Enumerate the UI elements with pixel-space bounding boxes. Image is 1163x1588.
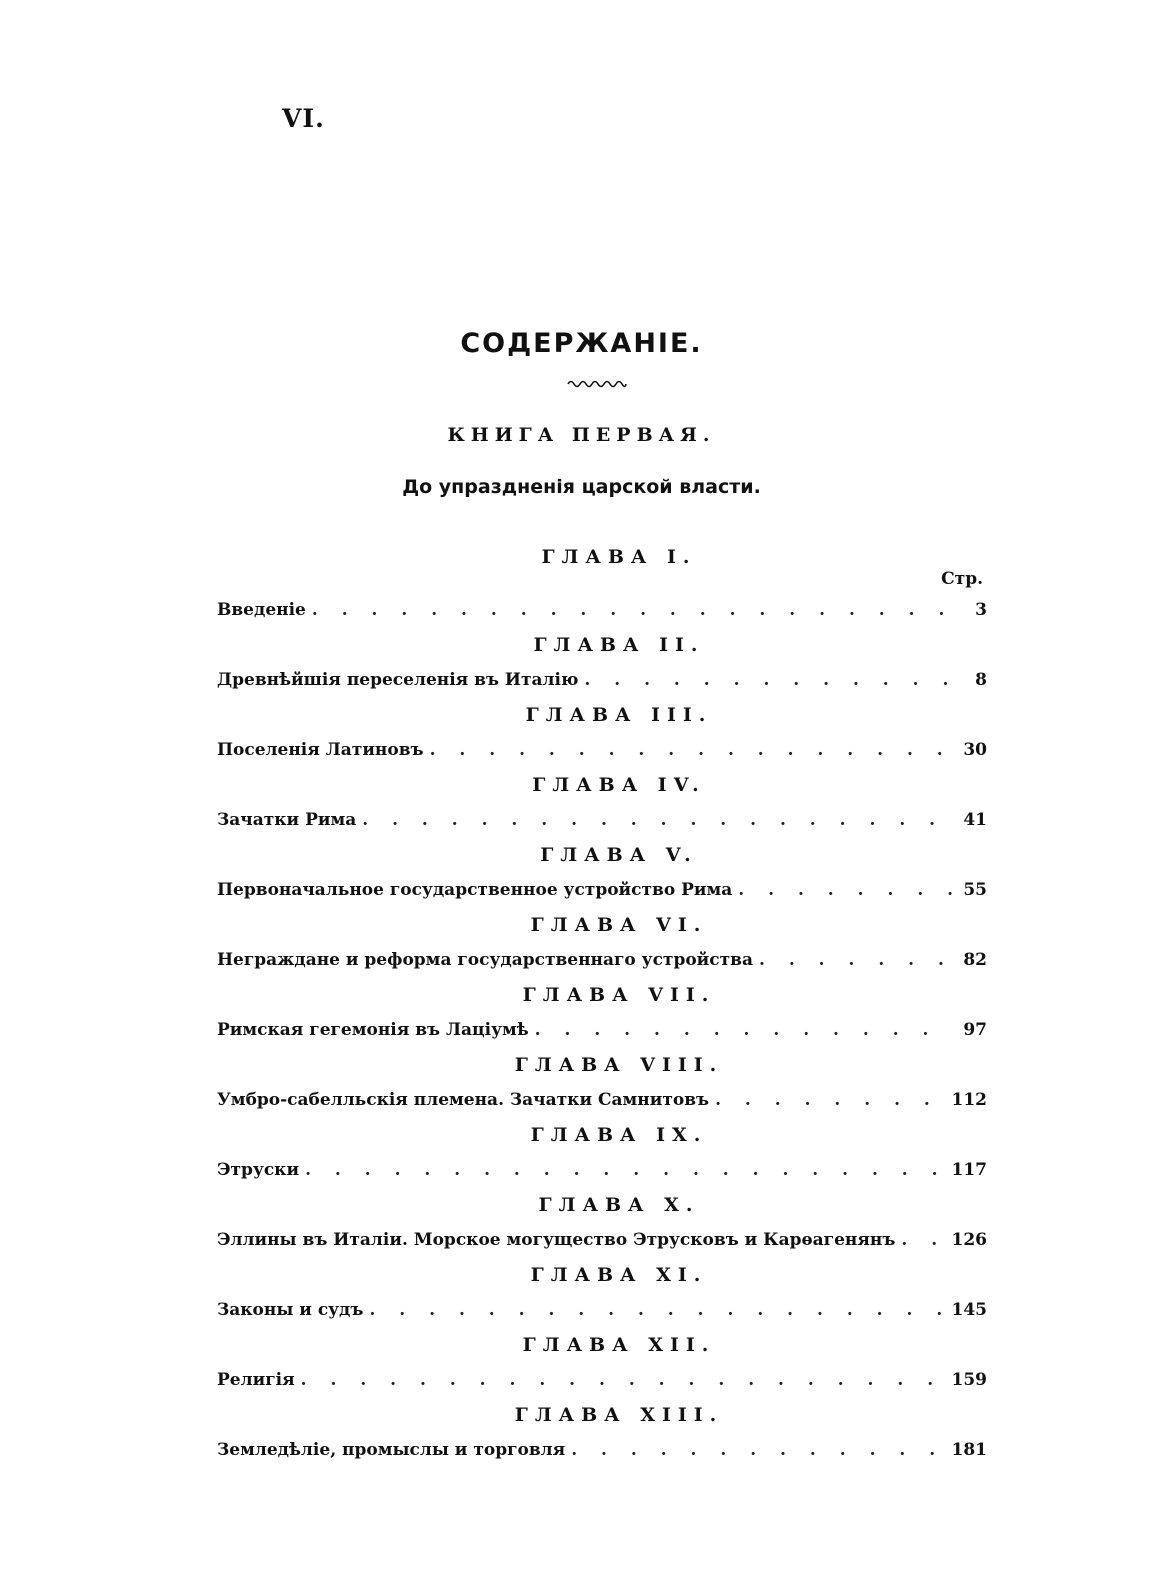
dot-leader: [299, 1152, 951, 1188]
toc-entry[interactable]: [217, 1222, 987, 1258]
wavy-ornament: [566, 378, 628, 390]
dot-leader: [895, 1222, 951, 1258]
page-number: VI.: [282, 104, 325, 133]
dot-leader: [306, 592, 953, 628]
toc-entry-page: 30: [963, 740, 987, 760]
chapter-heading: ГЛАВА VII.: [522, 984, 716, 1006]
toc-entry[interactable]: [217, 1362, 987, 1398]
toc-entry-title: Эллины въ Италіи. Морское могущество Этрусковъ и Карѳагенянъ: [217, 1230, 896, 1250]
dot-leader: [363, 1292, 951, 1328]
toc-entry-title: Умбро-сабелльскія племена. Зачатки Самнитовъ: [217, 1090, 710, 1110]
table-of-contents: [217, 540, 987, 1468]
toc-entry-title: Этруски: [217, 1160, 300, 1180]
chapter-heading: ГЛАВА XI.: [530, 1264, 708, 1286]
toc-entry[interactable]: [217, 1432, 987, 1468]
toc-entry-page: 159: [951, 1370, 987, 1390]
toc-entry-page: 145: [951, 1300, 987, 1320]
toc-entry[interactable]: [217, 1012, 987, 1048]
chapter-heading: ГЛАВА VIII.: [514, 1054, 724, 1076]
toc-entry-title: Римская гегемонія въ Лаціумѣ: [217, 1020, 529, 1040]
toc-entry-title: Религія: [217, 1370, 295, 1390]
toc-entry-title: Первоначальное государственное устройство Рима: [217, 880, 733, 900]
toc-entry[interactable]: [217, 1152, 987, 1188]
pages-column-label: Стр.: [941, 569, 983, 589]
page-title: СОДЕРЖАНІЕ.: [460, 328, 703, 359]
toc-entry[interactable]: [217, 942, 987, 978]
chapter-heading: ГЛАВА V.: [540, 844, 698, 866]
toc-entry-page: 181: [951, 1440, 987, 1460]
toc-entry-title: Неграждане и реформа государственнаго устройства: [217, 950, 753, 970]
toc-entry-page: 8: [975, 670, 987, 690]
dot-leader: [529, 1012, 953, 1048]
dot-leader: [424, 732, 953, 768]
toc-entry[interactable]: [217, 802, 987, 838]
toc-entry-page: 41: [963, 810, 987, 830]
toc-entry-title: Зачатки Рима: [217, 810, 357, 830]
dot-leader: [356, 802, 953, 838]
chapter-heading: ГЛАВА VI.: [530, 914, 708, 936]
toc-entry-page: 3: [975, 600, 987, 620]
toc-entry-page: 82: [963, 950, 987, 970]
chapter-heading: ГЛАВА II.: [533, 634, 705, 656]
chapter-heading: ГЛАВА XII.: [522, 1334, 716, 1356]
toc-entry-title: Земледѣліе, промыслы и торговля: [217, 1440, 566, 1460]
book-heading: КНИГА ПЕРВАЯ.: [447, 424, 716, 446]
toc-entry[interactable]: [217, 1082, 987, 1118]
dot-leader: [578, 662, 953, 698]
toc-entry-title: Законы и судъ: [217, 1300, 364, 1320]
chapter-heading: ГЛАВА IX.: [530, 1124, 708, 1146]
book-subtitle: До упраздненія царской власти.: [402, 476, 761, 498]
dot-leader: [753, 942, 953, 978]
toc-entry[interactable]: [217, 592, 987, 628]
toc-entry[interactable]: [217, 662, 987, 698]
toc-entry[interactable]: [217, 872, 987, 908]
chapter-heading: ГЛАВА I.: [541, 546, 697, 568]
toc-entry-title: Введеніе: [217, 600, 306, 620]
toc-entry-page: 126: [951, 1230, 987, 1250]
toc-entry-title: Древнѣйшія переселенія въ Италію: [217, 670, 579, 690]
toc-entry[interactable]: [217, 1292, 987, 1328]
dot-leader: [295, 1362, 952, 1398]
toc-entry-title: Поселенія Латиновъ: [217, 740, 424, 760]
toc-entry-page: 117: [951, 1160, 987, 1180]
toc-entry-page: 112: [951, 1090, 987, 1110]
dot-leader: [732, 872, 953, 908]
chapter-heading: ГЛАВА X.: [538, 1194, 700, 1216]
dot-leader: [709, 1082, 951, 1118]
toc-entry-page: 55: [963, 880, 987, 900]
toc-entry[interactable]: [217, 732, 987, 768]
chapter-heading: ГЛАВА III.: [525, 704, 713, 726]
chapter-heading: ГЛАВА XIII.: [514, 1404, 724, 1426]
chapter-heading: ГЛАВА IV.: [532, 774, 706, 796]
toc-entry-page: 97: [963, 1020, 987, 1040]
dot-leader: [565, 1432, 951, 1468]
